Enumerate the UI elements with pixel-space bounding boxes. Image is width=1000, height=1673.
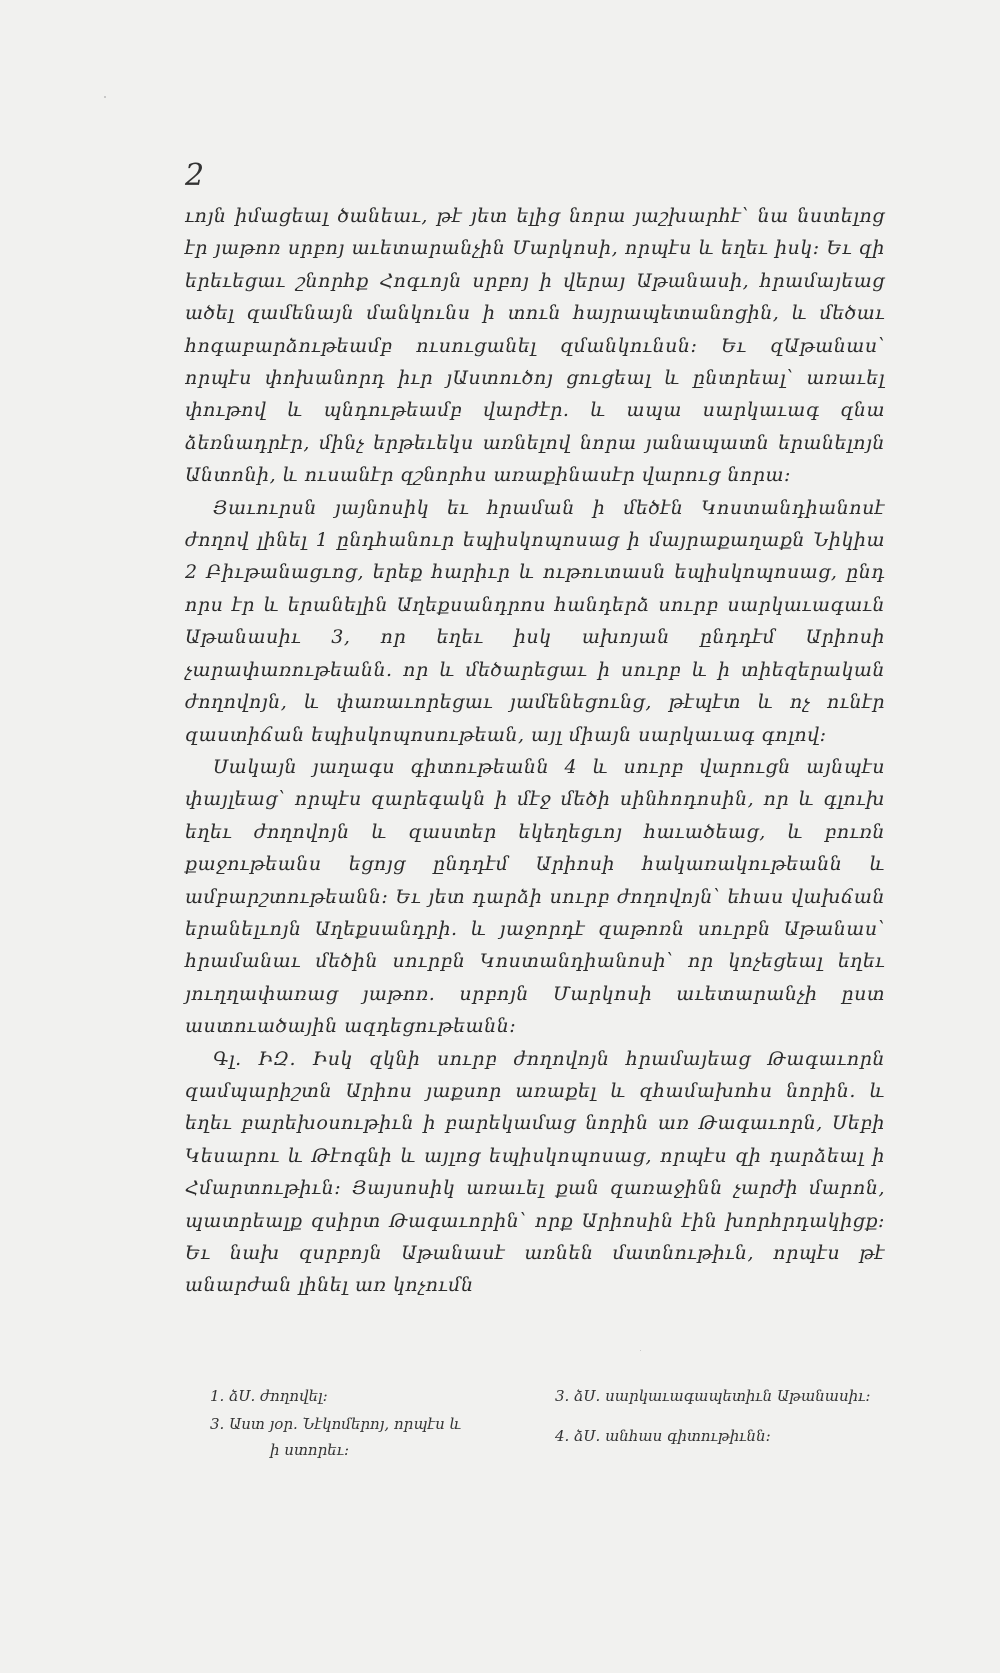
paper-speck — [104, 96, 106, 98]
body-text — [185, 200, 885, 1302]
footnote-number: 3. — [210, 1415, 225, 1433]
footnotes-right-column — [555, 1383, 885, 1451]
paragraph: Յաւուրսն յայնոսիկ եւ հրաման ի մեծէն Կոստանդիանոսէ ժողով լինել 1 ընդհանուր եպիսկոպոսաց ի մայրաքաղաքն Նիկիա 2 Բիւթանացւոց, երեք հարիւր և ութուտասն եպիսկոպոսաց, ընդ որս էր և երանելին Աղեքսանդրոս հանդերձ սուրբ սարկաւագաւն Աթանասիւ 3, որ եղեւ իսկ ախոյան ընդդէմ Արիոսի չարափառութեանն. որ և մեծարեցաւ ի սուրբ և ի տիեզերական ժողովոյն, և փառաւորեցաւ յամենեցունց, թէպէտ և ոչ ունէր զաստիճան եպիսկոպոսութեան, այլ միայն սարկաւագ գոլով։ — [185, 496, 885, 746]
footnote-text: Աստ յօր. Նէկոմերոյ, որպէս և — [229, 1415, 462, 1433]
footnote-number: 4. — [555, 1427, 570, 1445]
paragraph: ւոյն իմացեալ ծանեաւ, թէ յետ ելից նորա յաշխարհէ՝ նա նստելոց էր յաթոռ սրբոյ աւետարանչին Մարկոսի, որպէս և եղեւ իսկ։ Եւ զի երեւեցաւ շնորհք Հոգւոյն սրբոյ ի վերայ Աթանասի, հրամայեաց ածել զամենայն մանկունս ի տուն հայրապետանոցին, և մեծաւ հոգաբարձութեամբ ուսուցանել զմանկունսն։ Եւ զԱթանաս՝ որպէս փոխանորդ իւր յԱստուծոյ ցուցեալ և ընտրեալ՝ առաւել փութով և պնդութեամբ վարժէր. և ապա սարկաւագ զնա ձեռնադրէր, մինչ երթեւեկս առնելով նորա յանապատն երանելոյն Անտոնի, և ուսանէր զշնորհս առաքինասէր վարուց նորա։ — [185, 205, 885, 487]
paragraph: Սակայն յաղագս գիտութեանն 4 և սուրբ վարուցն այնպէս փայլեաց՝ որպէս զարեգակն ի մէջ մեծի սինհոդոսին, որ և գլուխ եղեւ ժողովոյն և զաստեր եկեղեցւոյ հաւածեաց, և բուռն քաջութեանս եցոյց ընդդէմ Արիոսի հակառակութեանն և ամբարշտութեանն։ Եւ յետ դարձի սուրբ ժողովոյն՝ եհաս վախճան երանելւոյն Աղեքսանդրի. և յաջորդէ զաթոռն սուրբն Աթանաս՝ հրամանաւ մեծին սուրբն Կոստանդիանոսի՝ որ կոչեցեալ եղեւ յուղղափառաց յաթոռ. սրբոյն Մարկոսի աւետարանչի ըստ աստուածային ազդեցութեանն։ — [185, 755, 885, 1038]
footnote-text: ձՍ. անհաս գիտութիւնն։ — [574, 1427, 771, 1445]
footnote-text: ձՍ. ժողովել։ — [229, 1387, 328, 1405]
footnote — [210, 1411, 540, 1463]
footnote-number: 1. — [210, 1387, 225, 1405]
footnote-continuation: ի ստորեւ։ — [270, 1441, 350, 1459]
footnotes-left-column — [210, 1383, 540, 1465]
footnote-number: 3. — [555, 1387, 570, 1405]
footnote-text: ձՍ. սարկաւագապետիւն Աթանասիւ։ — [574, 1387, 871, 1405]
footnote — [210, 1383, 540, 1409]
page-number: 2 — [185, 158, 205, 193]
footnote — [555, 1383, 885, 1409]
paragraph: Գլ. ԻԶ. Իսկ զկնի սուրբ ժողովոյն հրամայեաց Թագաւորն զամպարիշտն Արիոս յաքսոր առաքել և զհամախոհս նորին. և եղեւ բարեխօսութիւն ի բարեկամաց նորին առ Թագաւորն, Սեբի Կեսարու և Թէոգնի և այլոց եպիսկոպոսաց, որպէս զի դարձեալ ի Հմարտութիւն։ Յայսոսիկ առաւել քան զառաջինն չարժի մարոն, պատրեալք զսիրտ Թագաւորին՝ որք Արիոսին էին խորհրդակիցք։ Եւ նախ զսրբոյն Աթանասէ առնեն մատնութիւն, որպէս թէ անարժան լինել առ կոչումն — [185, 1047, 885, 1297]
footnote — [555, 1423, 885, 1449]
paper-speck — [640, 1350, 641, 1351]
